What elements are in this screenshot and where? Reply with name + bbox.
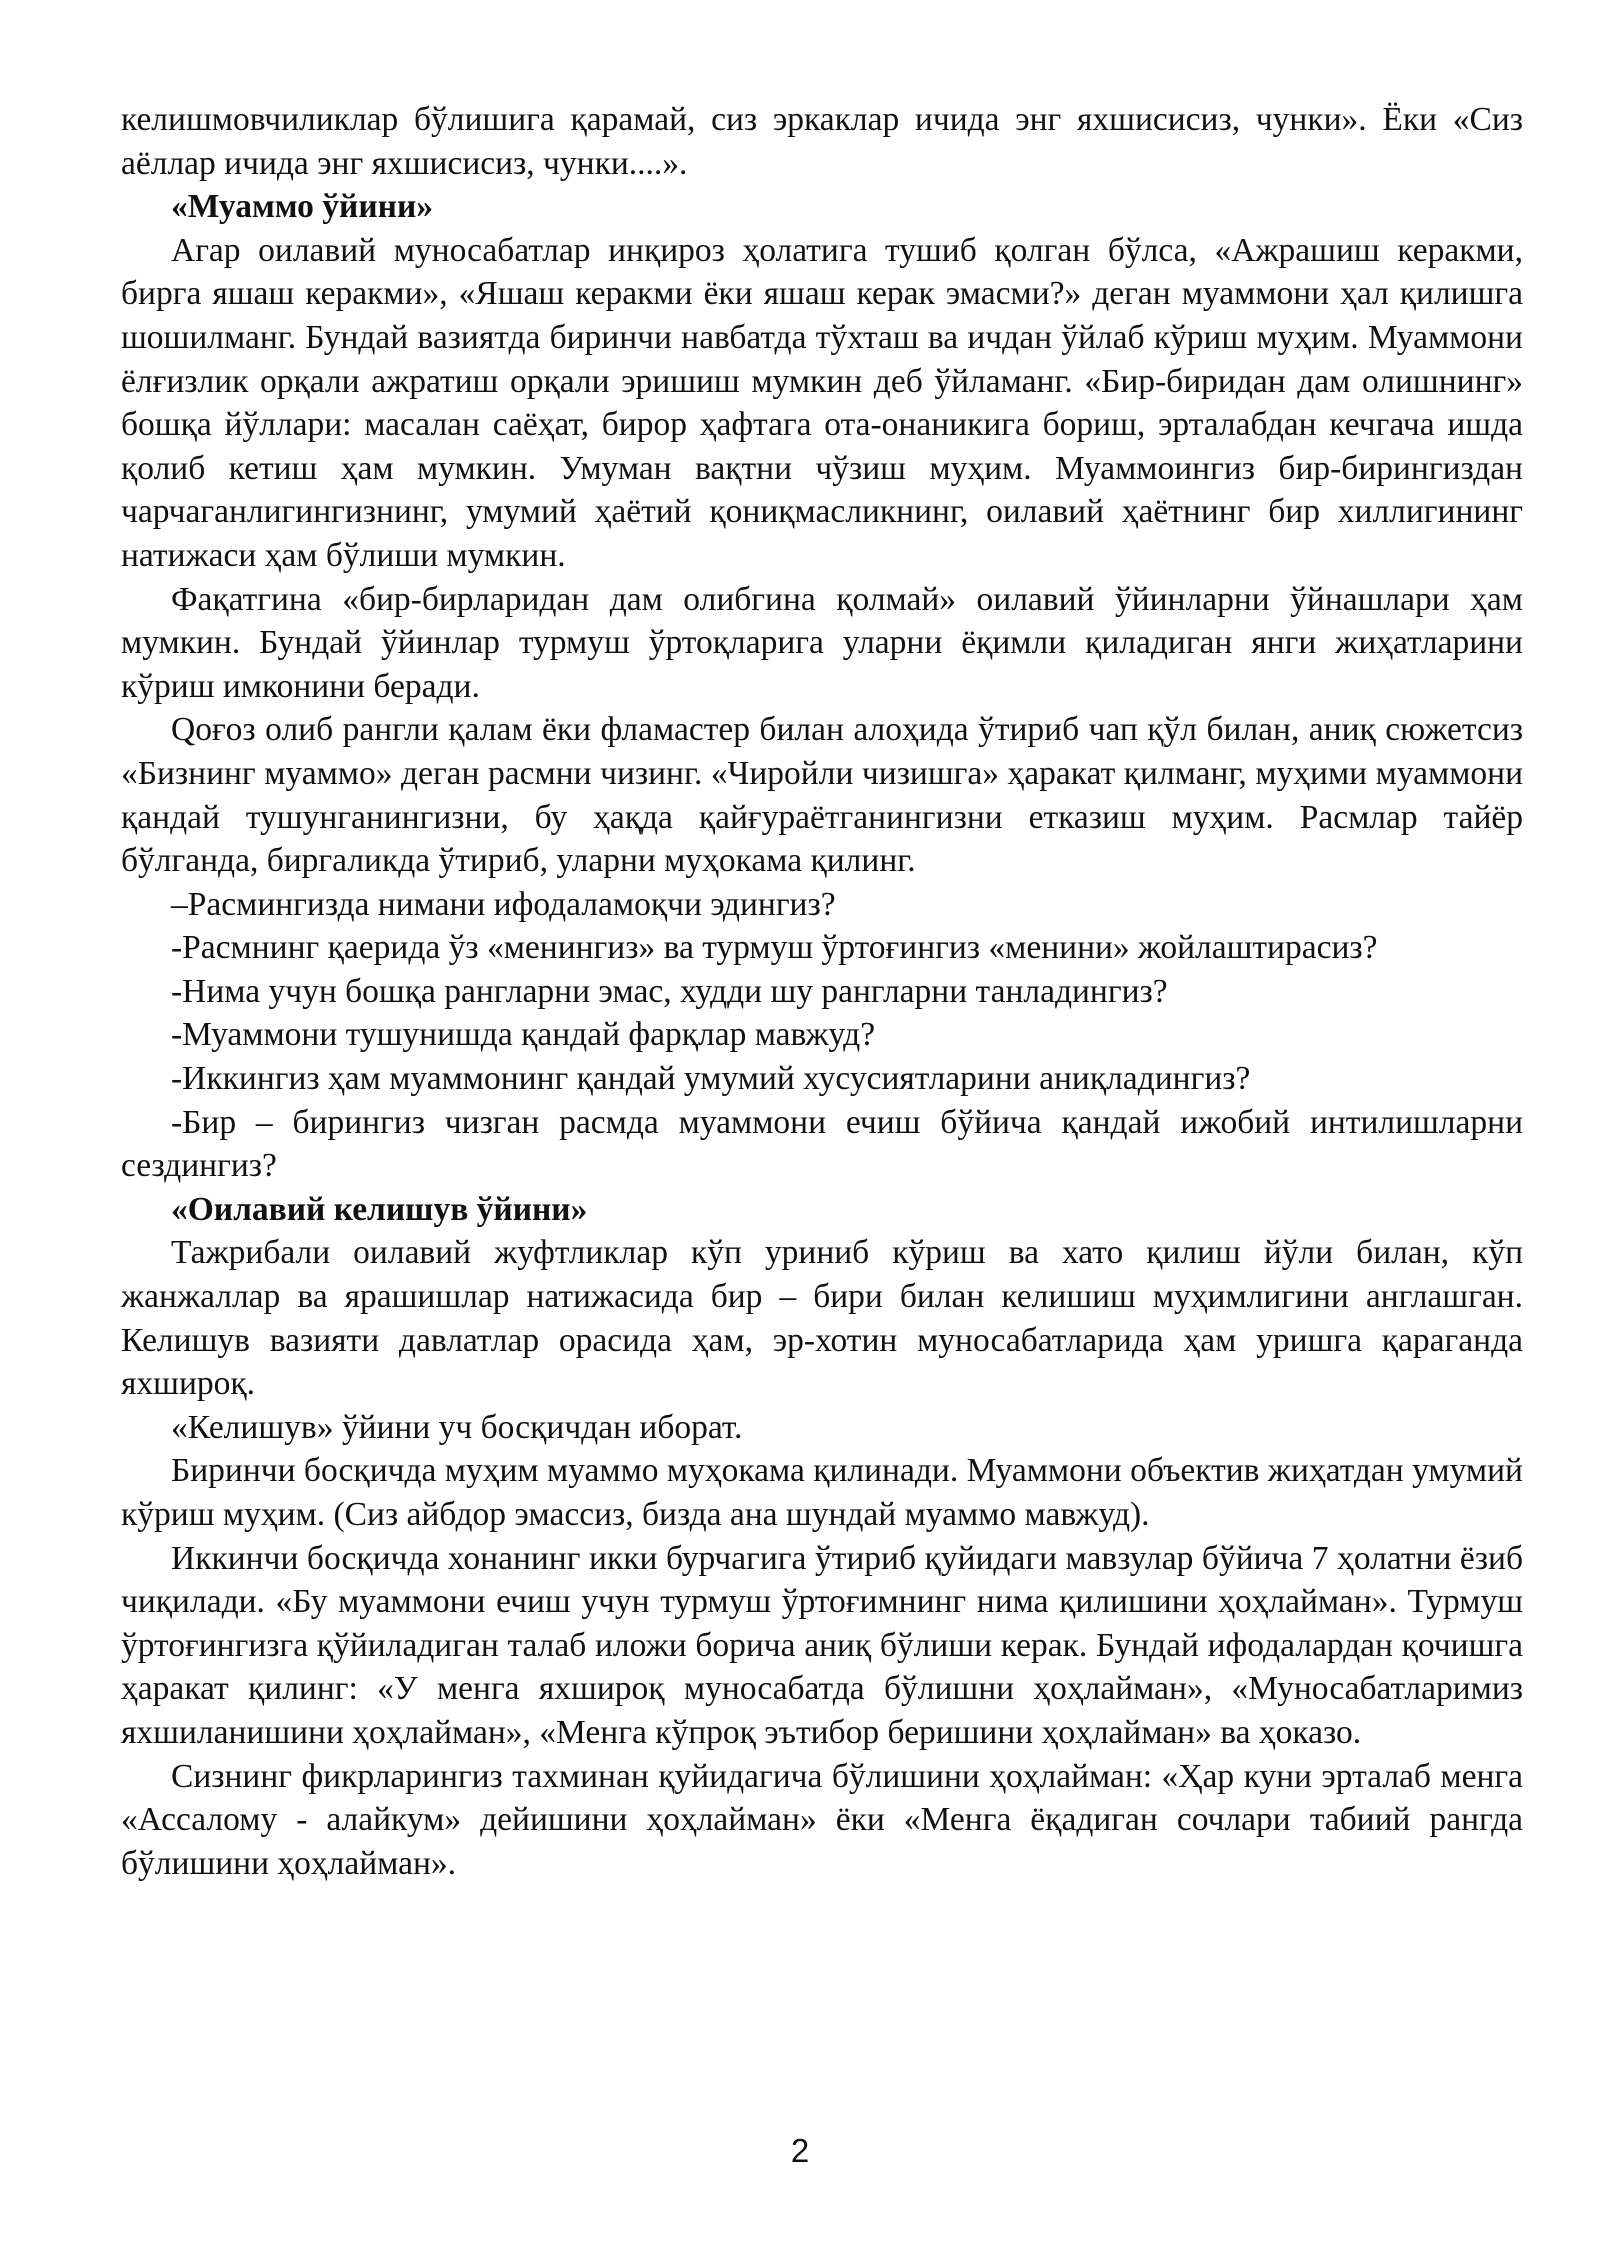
paragraph: Тажрибали оилавий жуфтликлар кўп уриниб кўриш ва хато қилиш йўли билан, кўп жанжаллар ва ярашишлар натижасида бир – бири билан келишиш муҳимлигини англашган. Келишув вазияти давлатлар орасида ҳам, эр-хотин муносабатларида ҳам уришга қараганда яхшироқ.	[121, 1234, 1523, 1403]
paragraph: Биринчи босқичда муҳим муаммо муҳокама қилинади. Муаммони объектив жиҳатдан умумий кўриш муҳим. (Сиз айбдор эмассиз, бизда ана шундай муаммо мавжуд).	[121, 1452, 1523, 1533]
paragraph: Qоғоз олиб рангли қалам ёки фламастер билан алоҳида ўтириб чап қўл билан, аниқ сюжетсиз «Бизнинг муаммо» деган расмни чизинг. «Чиройли чизишга» ҳаракат қилманг, муҳими муаммони қандай тушунганингизни, бу ҳақда қайғураётганингизни етказиш муҳим. Расмлар тайёр бўлганда, биргаликда ўтириб, уларни муҳокама қилинг.	[121, 711, 1523, 880]
section-heading-agreement-game: «Оилавий келишув ўйини»	[171, 1190, 588, 1228]
question-item: -Расмнинг қаерида ўз «менингиз» ва турмуш ўртоғингиз «менини» жойлаштирасиз?	[171, 929, 1378, 967]
paragraph: Агар оилавий муносабатлар инқироз ҳолатига тушиб қолган бўлса, «Ажрашиш керакми, бирга яшаш керакми», «Яшаш керакми ёки яшаш керак эмасми?» деган муаммони ҳал қилишга шошилманг. Бундай вазиятда биринчи навбатда тўхташ ва ичдан ўйлаб кўриш муҳим. Муаммони ёлғизлик орқали ажратиш орқали эришиш мумкин деб ўйламанг. «Бир-биридан дам олишнинг» бошқа йўллари: масалан саёҳат, бирор ҳафтага ота-онаникига бориш, эрталабдан кечгача ишда қолиб кетиш ҳам мумкин. Умуман вақтни чўзиш муҳим. Муаммоингиз бир-бирингиздан чарчаганлигингизнинг, умумий ҳаётий қониқмасликнинг, оилавий ҳаётнинг бир хиллигининг натижаси ҳам бўлиши мумкин.	[121, 231, 1523, 574]
paragraph: Сизнинг фикрларингиз тахминан қуйидагича бўлишини ҳоҳлайман: «Ҳар куни эрталаб менга «Ассалому - алайкум» дейишини ҳоҳлайман» ёки «Менга ёқадиган сочлари табиий рангда бўлишини ҳоҳлайман».	[121, 1757, 1523, 1882]
question-item: -Муаммони тушунишда қандай фарқлар мавжуд?	[171, 1016, 876, 1054]
section-heading-problem-game: «Муаммо ўйини»	[171, 188, 434, 226]
question-item: -Нима учун бошқа рангларни эмас, худди шу рангларни танладингиз?	[171, 972, 1168, 1010]
question-item: -Иккингиз ҳам муаммонинг қандай умумий хусусиятларини аниқладингиз?	[171, 1060, 1251, 1098]
question-item: -Бир – бирингиз чизган расмда муаммони ечиш бўйича қандай ижобий интилишларни сездингиз?	[121, 1103, 1523, 1185]
question-item: –Расмингизда нимани ифодаламоқчи эдингиз?	[171, 885, 836, 923]
paragraph: Фақатгина «бир-бирларидан дам олибгина қолмай» оилавий ўйинларни ўйнашлари ҳам мумкин. Бундай ўйинлар турмуш ўртоқларига уларни ёқимли қиладиган янги жиҳатларини кўриш имконини беради.	[121, 580, 1523, 705]
paragraph: Иккинчи босқичда хонанинг икки бурчагига ўтириб қуйидаги мавзулар бўйича 7 ҳолатни ёзиб чиқилади. «Бу муаммони ечиш учун турмуш ўртоғимнинг нима қилишини ҳоҳлайман». Турмуш ўртоғингизга қўйиладиган талаб иложи борича аниқ бўлиши керак. Бундай ифодалардан қочишга ҳаракат қилинг: «У менга яхшироқ муносабатда бўлишни ҳоҳлайман», «Муносабатларимиз яхшиланишини ҳоҳлайман», «Менга кўпроқ эътибор беришини ҳоҳлайман» ва ҳоказо.	[121, 1539, 1523, 1751]
intro-paragraph: келишмовчиликлар бўлишига қарамай, сиз эркаклар ичида энг яхшисисиз, чунки». Ёки «Сиз аёллар ичида энг яхшисисиз, чунки....».	[121, 101, 1523, 182]
document-page	[121, 98, 1523, 1885]
paragraph: «Келишув» ўйини уч босқичдан иборат.	[171, 1408, 743, 1446]
page-number: 2	[790, 2132, 810, 2169]
